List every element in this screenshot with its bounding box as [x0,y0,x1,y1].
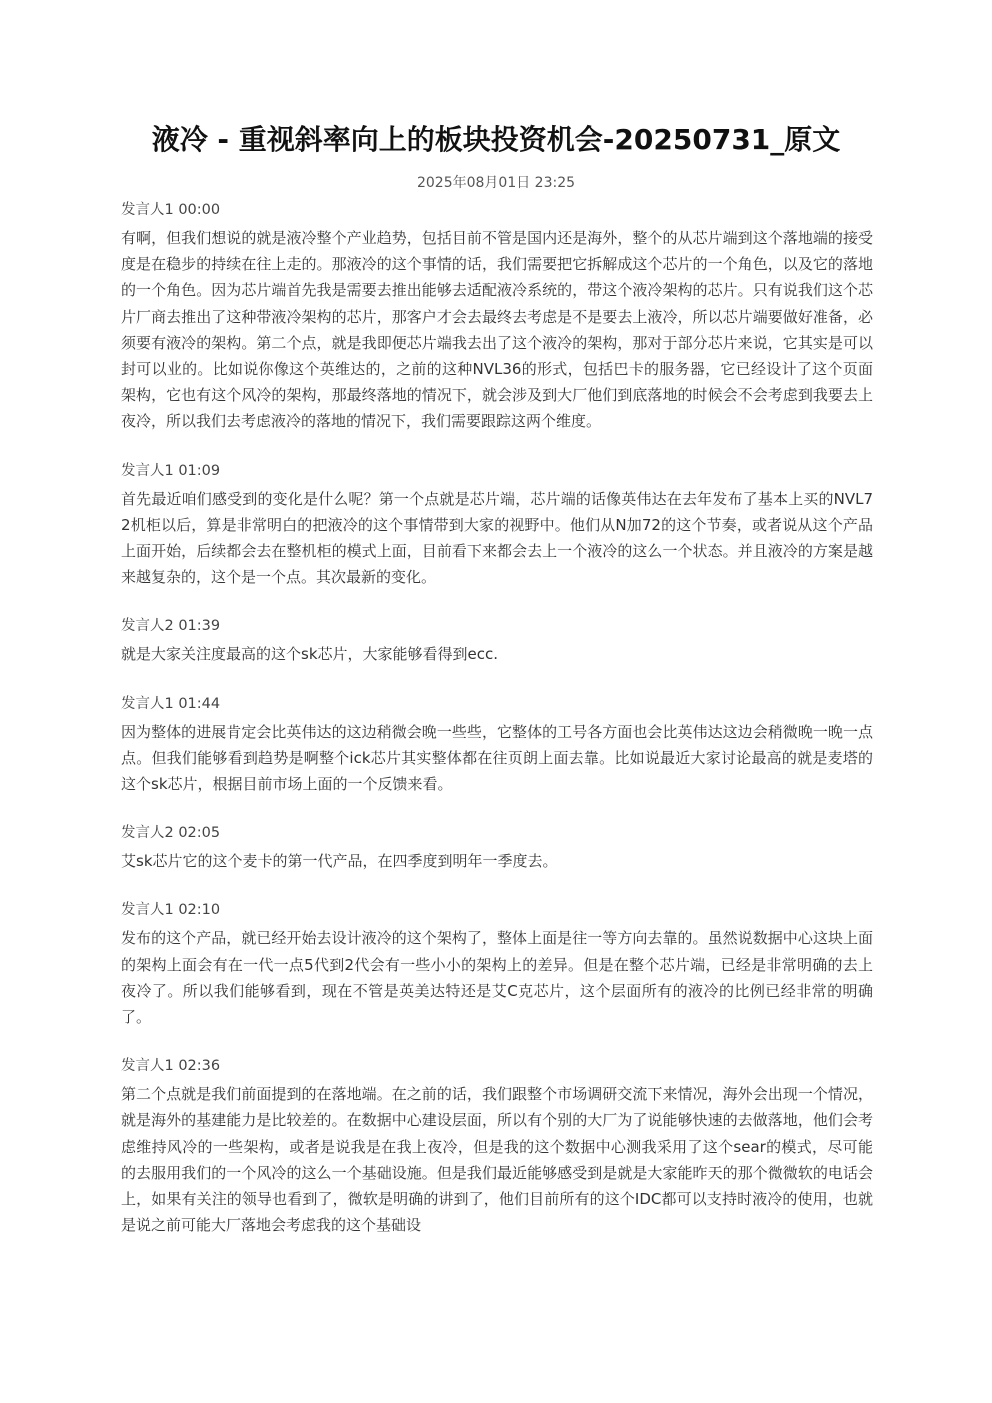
transcript-segment [121,460,873,591]
document-date: 2025年08月01日 23:25 [416,175,576,191]
segment-text: 有啊，但我们想说的就是液冷整个产业趋势，包括目前不管是国内还是海外，整个的从芯片端到这个落地端的接受度是在稳步的持续在往上走的。那液冷的这个事情的话，我们需要把它拆解成这个芯片的一个角色，以及它的落地的一个角色。因为芯片端首先我是需要去推出能够去适配液冷系统的，带这个液冷架构的芯片。只有说我们这个芯片厂商去推出了这种带液冷架构的芯片，那客户才会去最终去考虑是不是要去上液冷，所以芯片端要做好准备，必须要有液冷的架构。第二个点，就是我即便芯片端我去出了这个液冷的架构，那对于部分芯片来说，它其实是可以封可以业的。比如说你像这个英维达的，之前的这种NVL36的形式，包括巴卡的服务器，它已经设计了这个页面架构，它也有这个风冷的架构，那最终落地的情况下，就会涉及到大厂他们到底落地的时候会不会考虑到我要去上夜冷，所以我们去考虑液冷的落地的情况下，我们需要跟踪这两个维度。 [121,229,873,431]
speaker-timestamp: 发言人1 02:36 [121,1058,221,1075]
speaker-timestamp: 发言人2 02:05 [121,825,221,842]
transcript-body [121,199,873,1263]
segment-text: 发布的这个产品，就已经开始去设计液冷的这个架构了，整体上面是往一等方向去靠的。虽然说数据中心这块上面的架构上面会有在一代一点5代到2代会有一些小小的架构上的差异。但是在整个芯片端，已经是非常明确的去上夜冷了。所以我们能够看到，现在不管是英美达特还是艾C克芯片，这个层面所有的液冷的比例已经非常的明确了。 [121,929,873,1027]
segment-text: 首先最近咱们感受到的变化是什么呢？第一个点就是芯片端，芯片端的话像英伟达在去年发布了基本上买的NVL72机柜以后，算是非常明白的把液冷的这个事情带到大家的视野中。他们从N加72的这个节奏，或者说从这个产品上面开始，后续都会去在整机柜的模式上面，目前看下来都会去上一个液冷的这么一个状态。并且液冷的方案是越来越复杂的，这个是一个点。其次最新的变化。 [121,489,873,587]
speaker-timestamp: 发言人1 01:09 [121,462,221,479]
segment-text: 就是大家关注度最高的这个sk芯片，大家能够看得到ecc. [121,645,498,664]
segment-text: 第二个点就是我们前面提到的在落地端。在之前的话，我们跟整个市场调研交流下来情况，海外会出现一个情况，就是海外的基建能力是比较差的。在数据中心建设层面，所以有个别的大厂为了说能够快速的去做落地，他们会考虑维持风冷的一些架构，或者是说我是在我上夜冷，但是我的这个数据中心测我采用了这个sear的模式，尽可能的去服用我们的一个风冷的这么一个基础设施。但是我们最近能够感受到是就是大家能昨天的那个微微软的电话会上，如果有关注的领导也看到了，微软是明确的讲到了，他们目前所有的这个IDC都可以支持时液冷的使用，也就是说之前可能大厂落地会考虑我的这个基础设 [121,1085,873,1235]
transcript-segment [121,615,873,667]
transcript-segment [121,1055,873,1238]
segment-text: 艾sk芯片它的这个麦卡的第一代产品，在四季度到明年一季度去。 [121,852,558,871]
segment-text: 因为整体的进展肯定会比英伟达的这边稍微会晚一些些，它整体的工号各方面也会比英伟达这边会稍微晚一晚一点点。但我们能够看到趋势是啊整个ick芯片其实整体都在往页朗上面去靠。比如说最近大家讨论最高的就是麦塔的这个sk芯片，根据目前市场上面的一个反馈来看。 [121,722,873,794]
transcript-segment [121,822,873,874]
speaker-timestamp: 发言人1 02:10 [121,902,221,919]
transcript-segment [121,899,873,1030]
transcript-segment [121,693,873,798]
speaker-timestamp: 发言人1 00:00 [121,202,221,218]
document-title: 液冷 - 重视斜率向上的板块投资机会-20250731_原文 [151,123,841,156]
speaker-timestamp: 发言人1 01:44 [121,695,221,712]
speaker-timestamp: 发言人2 01:39 [121,618,221,635]
transcript-segment [121,199,873,435]
